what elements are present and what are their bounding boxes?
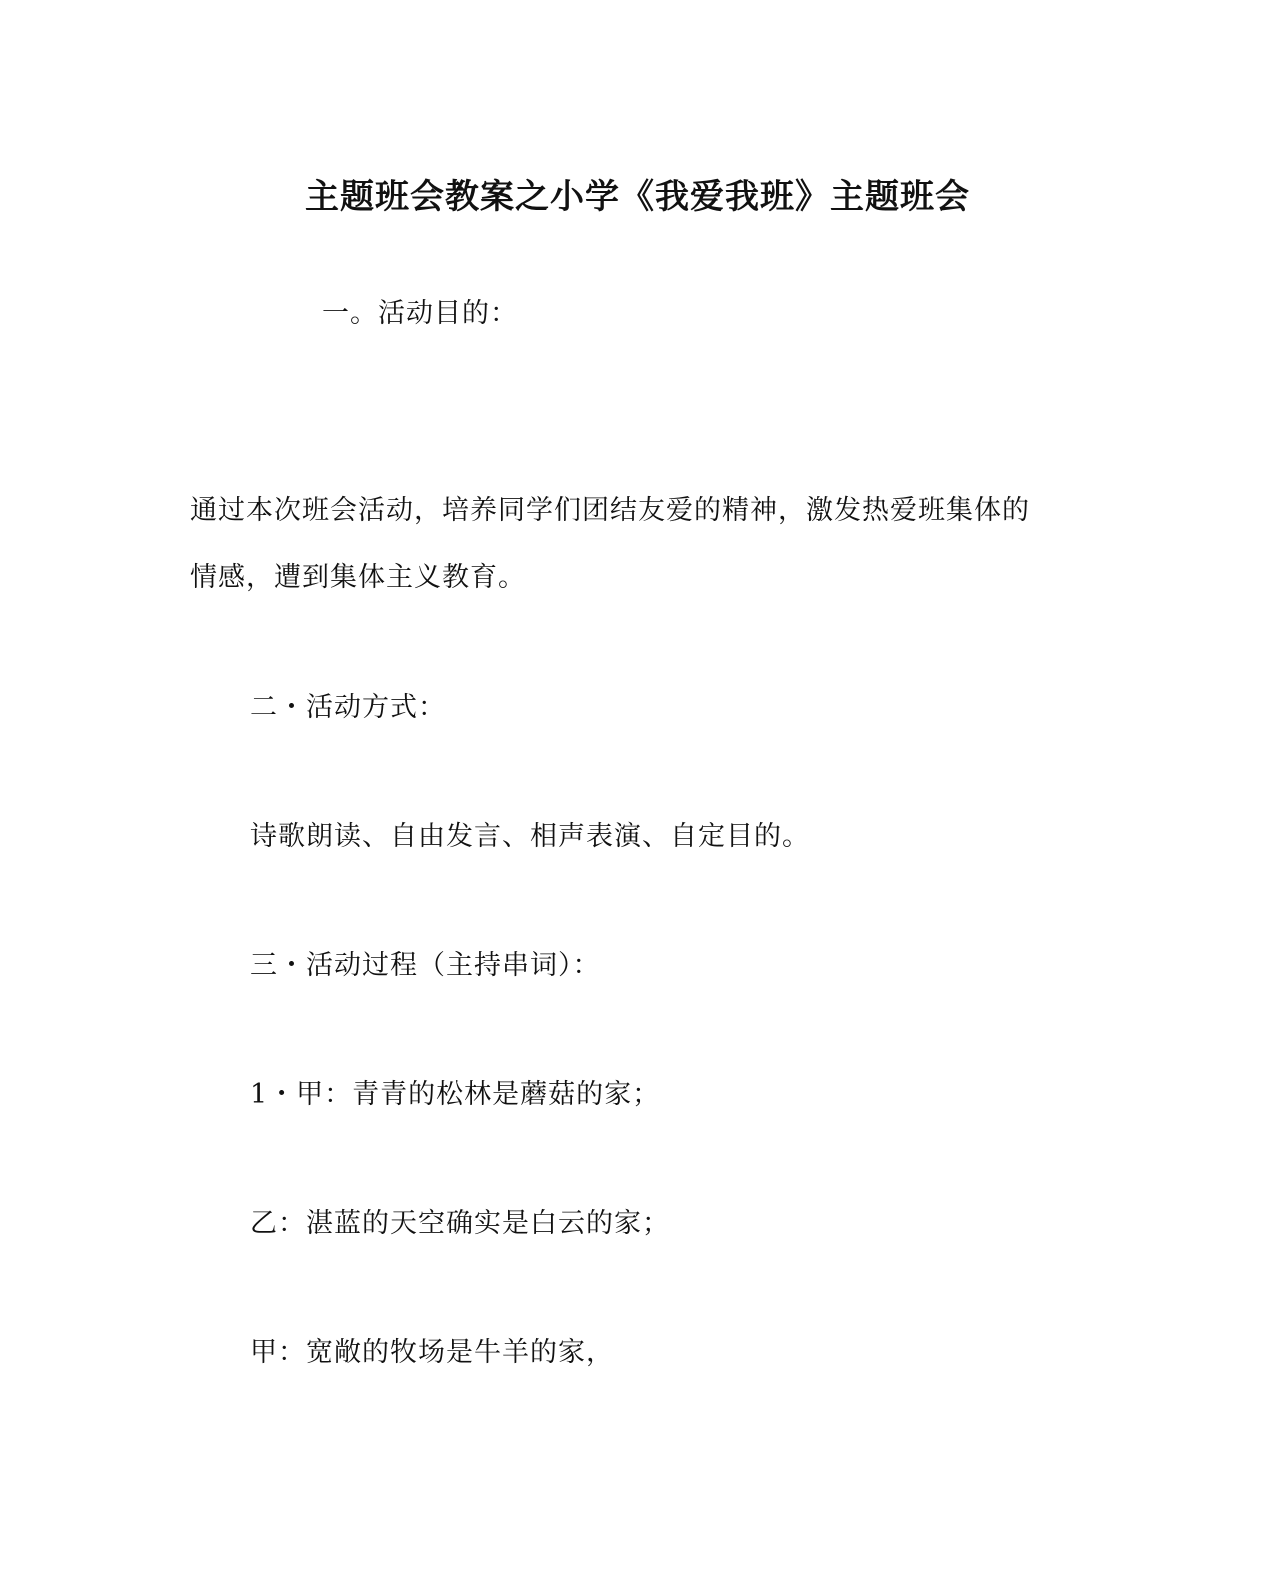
dialogue-line: 乙：湛蓝的天空确实是白云的家；	[250, 1208, 670, 1239]
dialogue-line: 1・甲：青青的松林是蘑菇的家；	[250, 1079, 661, 1110]
purpose-text-line-2: 情感，遭到集体主义教育。	[190, 562, 526, 593]
section-heading-format: 二・活动方式：	[250, 692, 446, 723]
section-heading-process: 三・活动过程（主持串词）：	[250, 950, 601, 981]
document-title: 主题班会教案之小学《我爱我班》主题班会	[305, 177, 970, 217]
section-heading-purpose: 一。活动目的：	[322, 298, 518, 329]
format-text: 诗歌朗读、自由发言、相声表演、自定目的。	[250, 821, 810, 852]
purpose-text-line-1: 通过本次班会活动，培养同学们团结友爱的精神，激发热爱班集体的	[190, 495, 1030, 526]
dialogue-line: 甲：宽敞的牧场是牛羊的家，	[250, 1337, 614, 1368]
